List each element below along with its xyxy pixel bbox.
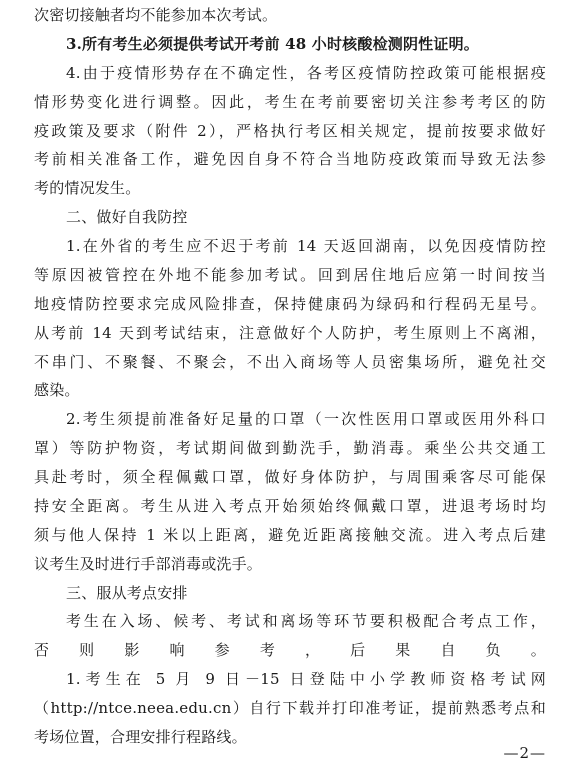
text-line-bold: 3.所有考生必须提供考试开考前 48 小时核酸检测阴性证明。 [66,35,479,53]
section-heading: 二、做好自我防控 [66,208,188,226]
text-line: 次密切接触者均不能参加本次考试。 [34,6,278,24]
text-line: 考生在入场、候考、考试和离场等环节要积极配合考点工作， [66,612,546,630]
text-line: 疫政策及要求（附件 2），严格执行考区相关规定，提前按要求做好 [34,122,546,140]
text-line: 具赴考时，须全程佩戴口罩，做好身体防护，与周围乘客尽可能保 [34,468,546,486]
text-line: 4.由于疫情形势存在不确定性，各考区疫情防控政策可能根据疫 [66,64,546,82]
text-line: 考场位置，合理安排行程路线。 [34,728,247,746]
text-line: 地疫情防控要求完成风险排查，保持健康码为绿码和行程码无星号。 [34,295,546,313]
text-line: 考的情况发生。 [34,179,141,197]
text-line: 2.考生须提前准备好足量的口罩（一次性医用口罩或医用外科口 [66,410,546,428]
text-line: 情形势变化进行调整。因此，考生在考前要密切关注参考考区的防 [34,93,546,111]
text-line: 考前相关准备工作，避免因自身不符合当地防疫政策而导致无法参 [34,150,546,168]
text-line: 议考生及时进行手部消毒或洗手。 [34,555,263,573]
text-line: 须与他人保持 1 米以上距离，避免近距离接触交流。进入考点后建 [34,526,546,544]
text-line: （http://ntce.neea.edu.cn）自行下载并打印准考证，提前熟悉考点和 [34,699,546,717]
text-line: 不串门、不聚餐、不聚会，不出入商场等人员密集场所，避免社交 [34,353,546,371]
page-number: —2— [503,744,546,762]
text-line: 等原因被管控在外地不能参加考试。回到居住地后应第一时间按当 [34,266,546,284]
text-line: 否则影响参考，后果自负。 [34,641,546,659]
text-line: 感染。 [34,381,80,399]
section-heading: 三、服从考点安排 [66,584,188,602]
text-line: 1.考生在 5 月 9 日－15 日登陆中小学教师资格考试网 [66,670,546,688]
text-line: 持安全距离。考生从进入考点开始须始终佩戴口罩，进退考场时均 [34,497,546,515]
text-line: 罩）等防护物资，考试期间做到勤洗手，勤消毒。乘坐公共交通工 [34,439,546,457]
text-line: 1.在外省的考生应不迟于考前 14 天返回湖南，以免因疫情防控 [66,237,546,255]
text-line: 从考前 14 天到考试结束，注意做好个人防护，考生原则上不离湘， [34,324,546,342]
